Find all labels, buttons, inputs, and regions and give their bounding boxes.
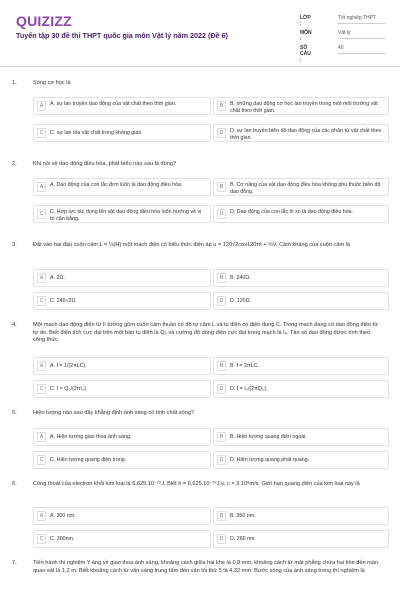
option-d[interactable] [213, 380, 389, 398]
option-text: A. Hiện tượng giao thoa ánh sáng. [50, 434, 132, 440]
option-d[interactable] [213, 124, 389, 142]
option-text: B. Cơ năng của vật dao động điều hòa không phụ thuộc biên độ dao động. [230, 182, 381, 195]
option-a[interactable] [33, 269, 211, 287]
option-d[interactable] [213, 205, 389, 223]
option-letter: B [217, 511, 226, 521]
question-number: 1. [12, 80, 17, 86]
option-text: A. Dao động của con lắc đơn luôn là dao động điều hòa. [50, 182, 183, 188]
question-number: 6. [12, 481, 17, 487]
quizizz-logo: QUIZIZZ [16, 13, 72, 29]
option-letter: A [37, 273, 46, 283]
subject-label: MÔN : [300, 30, 312, 42]
option-text: B. 350 nm. [230, 513, 256, 519]
option-text: B. 240Ω. [230, 275, 251, 281]
option-c[interactable] [33, 530, 211, 548]
option-a[interactable] [33, 357, 211, 375]
worksheet-header [0, 0, 400, 67]
option-d[interactable] [213, 292, 389, 310]
option-letter: A [37, 361, 46, 371]
question-text: Hiện tượng nào sau đây khẳng định ánh sáng có tính chất sóng? [33, 410, 195, 416]
option-text: D. Dao động của con lắc lò xo là dao động điều hòa. [230, 209, 354, 215]
option-b[interactable] [213, 97, 389, 115]
question-text: Một mạch dao động điện từ lí tưởng gồm cuộn cảm thuần có độ tự cảm L và tụ điện có điện dung C. Trong mạch đang có dao động điện từ tự do. Biết điện tích cực đại trên một bản tụ điện là Q₀ và cường độ dòng điện cực đại trong mạch là I₀. Tần số dao động được tính theo công thức [33, 322, 378, 344]
option-b[interactable] [213, 428, 389, 446]
option-text: C. sự lan tỏa vật chất trong không gian. [50, 130, 143, 136]
option-text: B. Hiện tượng quang điện ngoài. [230, 434, 307, 440]
question-number: 7. [12, 560, 17, 566]
question-text: Đặt vào hai đầu cuộn cảm L = ⅓(H) một mạch điện có biểu thức điện áp u = 120√2cos120πt + ⅓V. Cảm kháng của cuộn cảm là [33, 242, 351, 248]
question-count-value: 40 [338, 45, 386, 54]
option-c[interactable] [33, 451, 211, 469]
option-text: B. những dao động cơ học lan truyền trong một môi trường vật chất theo thời gian. [230, 101, 378, 114]
option-text: C. 240√2Ω. [50, 298, 77, 304]
option-letter: C [37, 296, 46, 306]
option-text: A. f = 1/(2πLC). [50, 363, 87, 369]
option-letter: A [37, 432, 46, 442]
option-a[interactable] [33, 178, 211, 196]
option-c[interactable] [33, 292, 211, 310]
option-text: C. Hiện tượng quang điện trong. [50, 457, 127, 463]
option-text: C. 360nm. [50, 536, 75, 542]
subject-value: Vật lý [338, 30, 386, 39]
option-a[interactable] [33, 428, 211, 446]
option-text: D. sự lan truyền biên độ dao động của các phân tử vật chất theo thời gian. [230, 128, 382, 141]
option-letter: D [217, 384, 226, 394]
option-b[interactable] [213, 178, 389, 196]
option-a[interactable] [33, 507, 211, 525]
option-text: C. Hợp lực tác dụng lên vật dao động điều hòa luôn hướng về vị trí cân bằng. [50, 209, 202, 222]
question-text: Tiến hành thí nghiệm Y-âng về giao thoa ánh sáng, khoảng cách giữa hai khe là 0,8 mm, khoảng cách từ mặt phẳng chứa hai khe đến màn quan sát là 1,2 m. Biết khoảng cách từ vân sáng trung tâm đến vân tối thứ 5 là 4,32 mm. Bước sóng của ánh sáng trong thí nghiệm là [33, 560, 379, 574]
question-number: 4. [12, 322, 17, 328]
option-text: D. f = I₀/(2πQ₀). [230, 386, 268, 392]
option-text: B. f = 2πLC. [230, 363, 259, 369]
question-text: Sóng cơ học là [33, 80, 71, 86]
question-number: 3. [12, 242, 17, 248]
class-label: LỚP : [300, 15, 311, 27]
option-text: A. 2Ω. [50, 275, 65, 281]
option-text: D. 120Ω. [230, 298, 252, 304]
option-letter: B [217, 101, 226, 111]
option-text: D. 260 nm. [230, 536, 256, 542]
option-letter: A [37, 511, 46, 521]
option-letter: D [217, 296, 226, 306]
question-number: 5. [12, 410, 17, 416]
option-text: D. Hiện tượng quang phát quang. [230, 457, 310, 463]
option-letter: B [217, 182, 226, 192]
option-a[interactable] [33, 97, 211, 115]
option-letter: D [217, 209, 226, 219]
option-letter: D [217, 455, 226, 465]
option-letter: A [37, 101, 46, 111]
option-letter: B [217, 273, 226, 283]
option-text: A. sự lan truyền dao động của vật chất theo thời gian. [50, 101, 177, 107]
option-letter: A [37, 182, 46, 192]
question-text: Khi nói về dao động điều hòa, phát biểu nào sau là đúng? [33, 161, 177, 167]
option-letter: D [217, 128, 226, 138]
option-c[interactable] [33, 380, 211, 398]
option-letter: C [37, 534, 46, 544]
option-letter: C [37, 128, 46, 138]
worksheet-title: Tuyển tập 30 đề thi THPT quốc gia môn Vật lý năm 2022 (Đề 6) [16, 31, 228, 40]
option-text: A. 300 nm. [50, 513, 76, 519]
option-text: C. f = Q₀/(2πI₀). [50, 386, 88, 392]
option-letter: C [37, 209, 46, 219]
option-letter: B [217, 432, 226, 442]
option-letter: C [37, 384, 46, 394]
option-letter: B [217, 361, 226, 371]
option-letter: D [217, 534, 226, 544]
class-value: Tốt nghiệp THPT [338, 15, 386, 24]
option-b[interactable] [213, 269, 389, 287]
question-number: 2. [12, 161, 17, 167]
question-text: Công thoát của electron khỏi kim loại là 6,625.10⁻¹⁹J. Biết h = 6,625.10⁻³⁴J.s; c = 3.10⁸m/s. Giới hạn quang điện của kim loại này là [33, 481, 360, 487]
option-c[interactable] [33, 205, 211, 223]
option-b[interactable] [213, 507, 389, 525]
option-letter: C [37, 455, 46, 465]
option-d[interactable] [213, 451, 389, 469]
option-d[interactable] [213, 530, 389, 548]
option-b[interactable] [213, 357, 389, 375]
option-c[interactable] [33, 124, 211, 142]
question-count-label: SỐ CÂU : [300, 45, 311, 63]
